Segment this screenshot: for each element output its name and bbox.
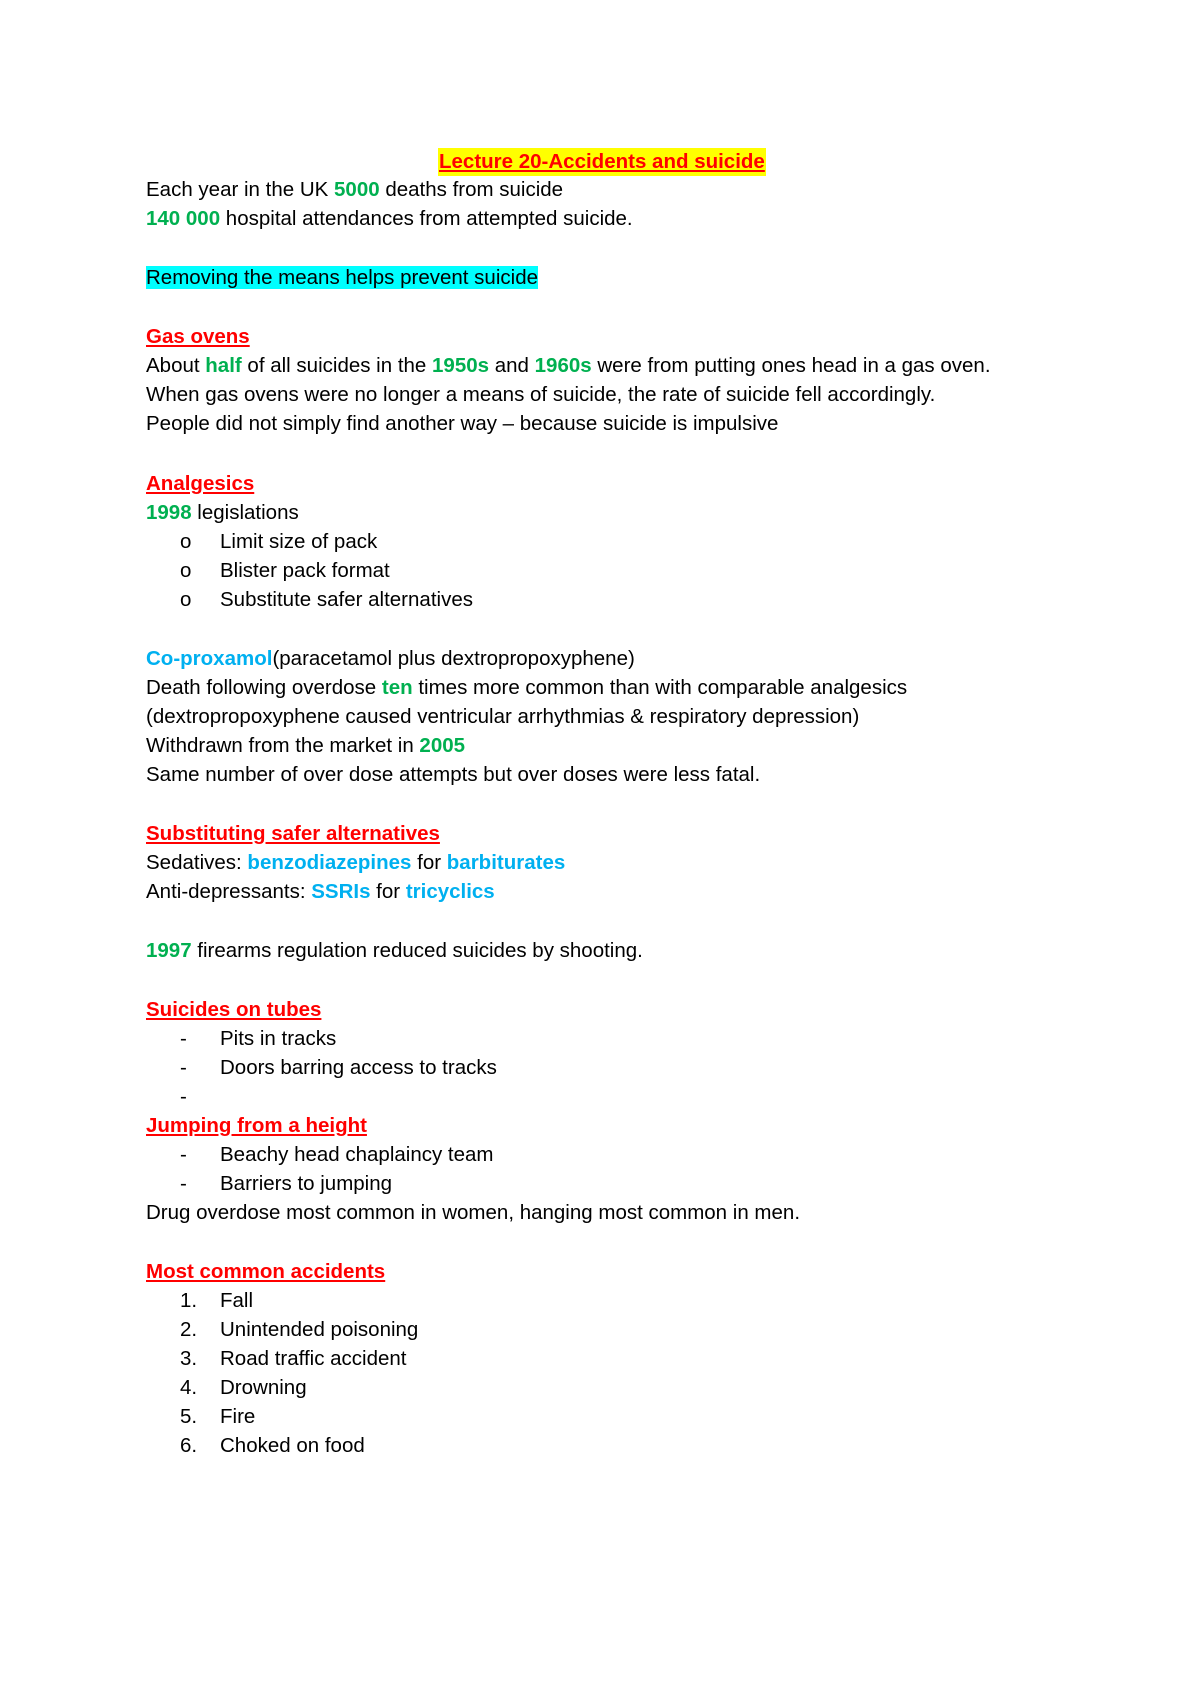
list-item — [180, 1432, 365, 1460]
year: 1950s — [432, 354, 490, 377]
year: 1960s — [534, 354, 592, 377]
list-item — [180, 1170, 392, 1198]
list-item-text: Blister pack format — [220, 559, 390, 582]
list-item — [180, 1141, 494, 1169]
intro-line-1 — [146, 176, 563, 204]
gas-line-3: People did not simply find another way – because suicide is impulsive — [146, 412, 779, 435]
list-number: 5. — [180, 1405, 198, 1428]
list-item — [180, 1025, 336, 1053]
highlighted-text: Removing the means helps prevent suicide — [146, 266, 538, 289]
dash-marker: - — [180, 1143, 187, 1166]
list-item — [180, 1316, 418, 1344]
bullet-marker: o — [180, 559, 192, 582]
list-item-text: Drowning — [220, 1376, 307, 1399]
list-item-text: Limit size of pack — [220, 530, 378, 553]
dash-marker: - — [180, 1172, 187, 1195]
heading-accidents: Most common accidents — [146, 1260, 386, 1283]
firearms-line — [146, 937, 643, 965]
drug-name: Co-proxamol — [146, 647, 273, 670]
list-item-text: Choked on food — [220, 1434, 365, 1457]
bullet-marker: o — [180, 588, 192, 611]
dash-marker: - — [180, 1085, 187, 1108]
year: 2005 — [419, 734, 466, 757]
text: deaths from suicide — [379, 178, 564, 201]
heading-tubes: Suicides on tubes — [146, 998, 322, 1021]
drug-name: SSRIs — [311, 880, 371, 903]
text: Anti-depressants: — [146, 880, 312, 903]
text: Death following overdose — [146, 676, 382, 699]
list-item-text: Unintended poisoning — [220, 1318, 419, 1341]
list-item — [180, 1287, 253, 1315]
coproxamol-line-3: (dextropropoxyphene caused ventricular arrhythmias & respiratory depression) — [146, 705, 860, 728]
heading-jumping: Jumping from a height — [146, 1114, 367, 1137]
gas-line-2: When gas ovens were no longer a means of suicide, the rate of suicide fell accordingly. — [146, 383, 936, 406]
text: firearms regulation reduced suicides by shooting. — [191, 939, 643, 962]
list-number: 6. — [180, 1434, 198, 1457]
list-item — [180, 586, 473, 614]
list-number: 2. — [180, 1318, 198, 1341]
heading-gas-ovens: Gas ovens — [146, 325, 250, 348]
dash-marker: - — [180, 1027, 187, 1050]
list-item — [180, 557, 390, 585]
drug-name: benzodiazepines — [247, 851, 412, 874]
gas-line-1 — [146, 352, 991, 380]
list-item-text: Substitute safer alternatives — [220, 588, 473, 611]
coproxamol-line-4 — [146, 732, 465, 760]
list-number: 4. — [180, 1376, 198, 1399]
heading-substituting: Substituting safer alternatives — [146, 822, 440, 845]
list-item — [180, 1054, 497, 1082]
text: for — [411, 851, 447, 874]
list-item — [180, 1083, 220, 1111]
key-message — [146, 264, 538, 292]
list-item — [180, 1403, 255, 1431]
list-number: 3. — [180, 1347, 198, 1370]
year: 1998 — [146, 501, 192, 524]
page-title: Lecture 20-Accidents and suicide — [438, 148, 766, 176]
text: legislations — [191, 501, 299, 524]
list-number: 1. — [180, 1289, 198, 1312]
emphasis: ten — [381, 676, 413, 699]
text: of all suicides in the — [241, 354, 433, 377]
list-item-text: Fall — [220, 1289, 254, 1312]
list-item-text: Beachy head chaplaincy team — [220, 1143, 494, 1166]
text: hospital attendances from attempted suicide. — [220, 207, 633, 230]
list-item — [180, 1374, 307, 1402]
text: (paracetamol plus dextropropoxyphene) — [272, 647, 635, 670]
jumping-note: Drug overdose most common in women, hanging most common in men. — [146, 1201, 801, 1224]
text: About — [146, 354, 206, 377]
analgesics-legislation — [146, 499, 299, 527]
coproxamol-line-2 — [146, 674, 907, 702]
heading-analgesics: Analgesics — [146, 472, 255, 495]
list-item — [180, 1345, 407, 1373]
intro-line-2 — [146, 205, 633, 233]
text: Sedatives: — [146, 851, 248, 874]
text: were from putting ones head in a gas oven. — [591, 354, 991, 377]
bullet-marker: o — [180, 530, 192, 553]
list-item-text: Road traffic accident — [220, 1347, 407, 1370]
coproxamol-line-5: Same number of over dose attempts but over doses were less fatal. — [146, 763, 761, 786]
coproxamol-line-1 — [146, 645, 635, 673]
year: 1997 — [146, 939, 192, 962]
list-item-text: Barriers to jumping — [220, 1172, 393, 1195]
text: Each year in the UK — [146, 178, 335, 201]
list-item-text: Doors barring access to tracks — [220, 1056, 497, 1079]
text: and — [489, 354, 535, 377]
substituting-line-2 — [146, 878, 495, 906]
list-item-text: Fire — [220, 1405, 256, 1428]
substituting-line-1 — [146, 849, 565, 877]
dash-marker: - — [180, 1056, 187, 1079]
drug-name: tricyclics — [405, 880, 495, 903]
stat-value: 140 000 — [146, 207, 221, 230]
text: times more common than with comparable analgesics — [412, 676, 908, 699]
stat-value: 5000 — [334, 178, 380, 201]
list-item-text: Pits in tracks — [220, 1027, 337, 1050]
text: Withdrawn from the market in — [146, 734, 420, 757]
emphasis: half — [205, 354, 242, 377]
list-item — [180, 528, 377, 556]
text: for — [370, 880, 406, 903]
drug-name: barbiturates — [446, 851, 566, 874]
